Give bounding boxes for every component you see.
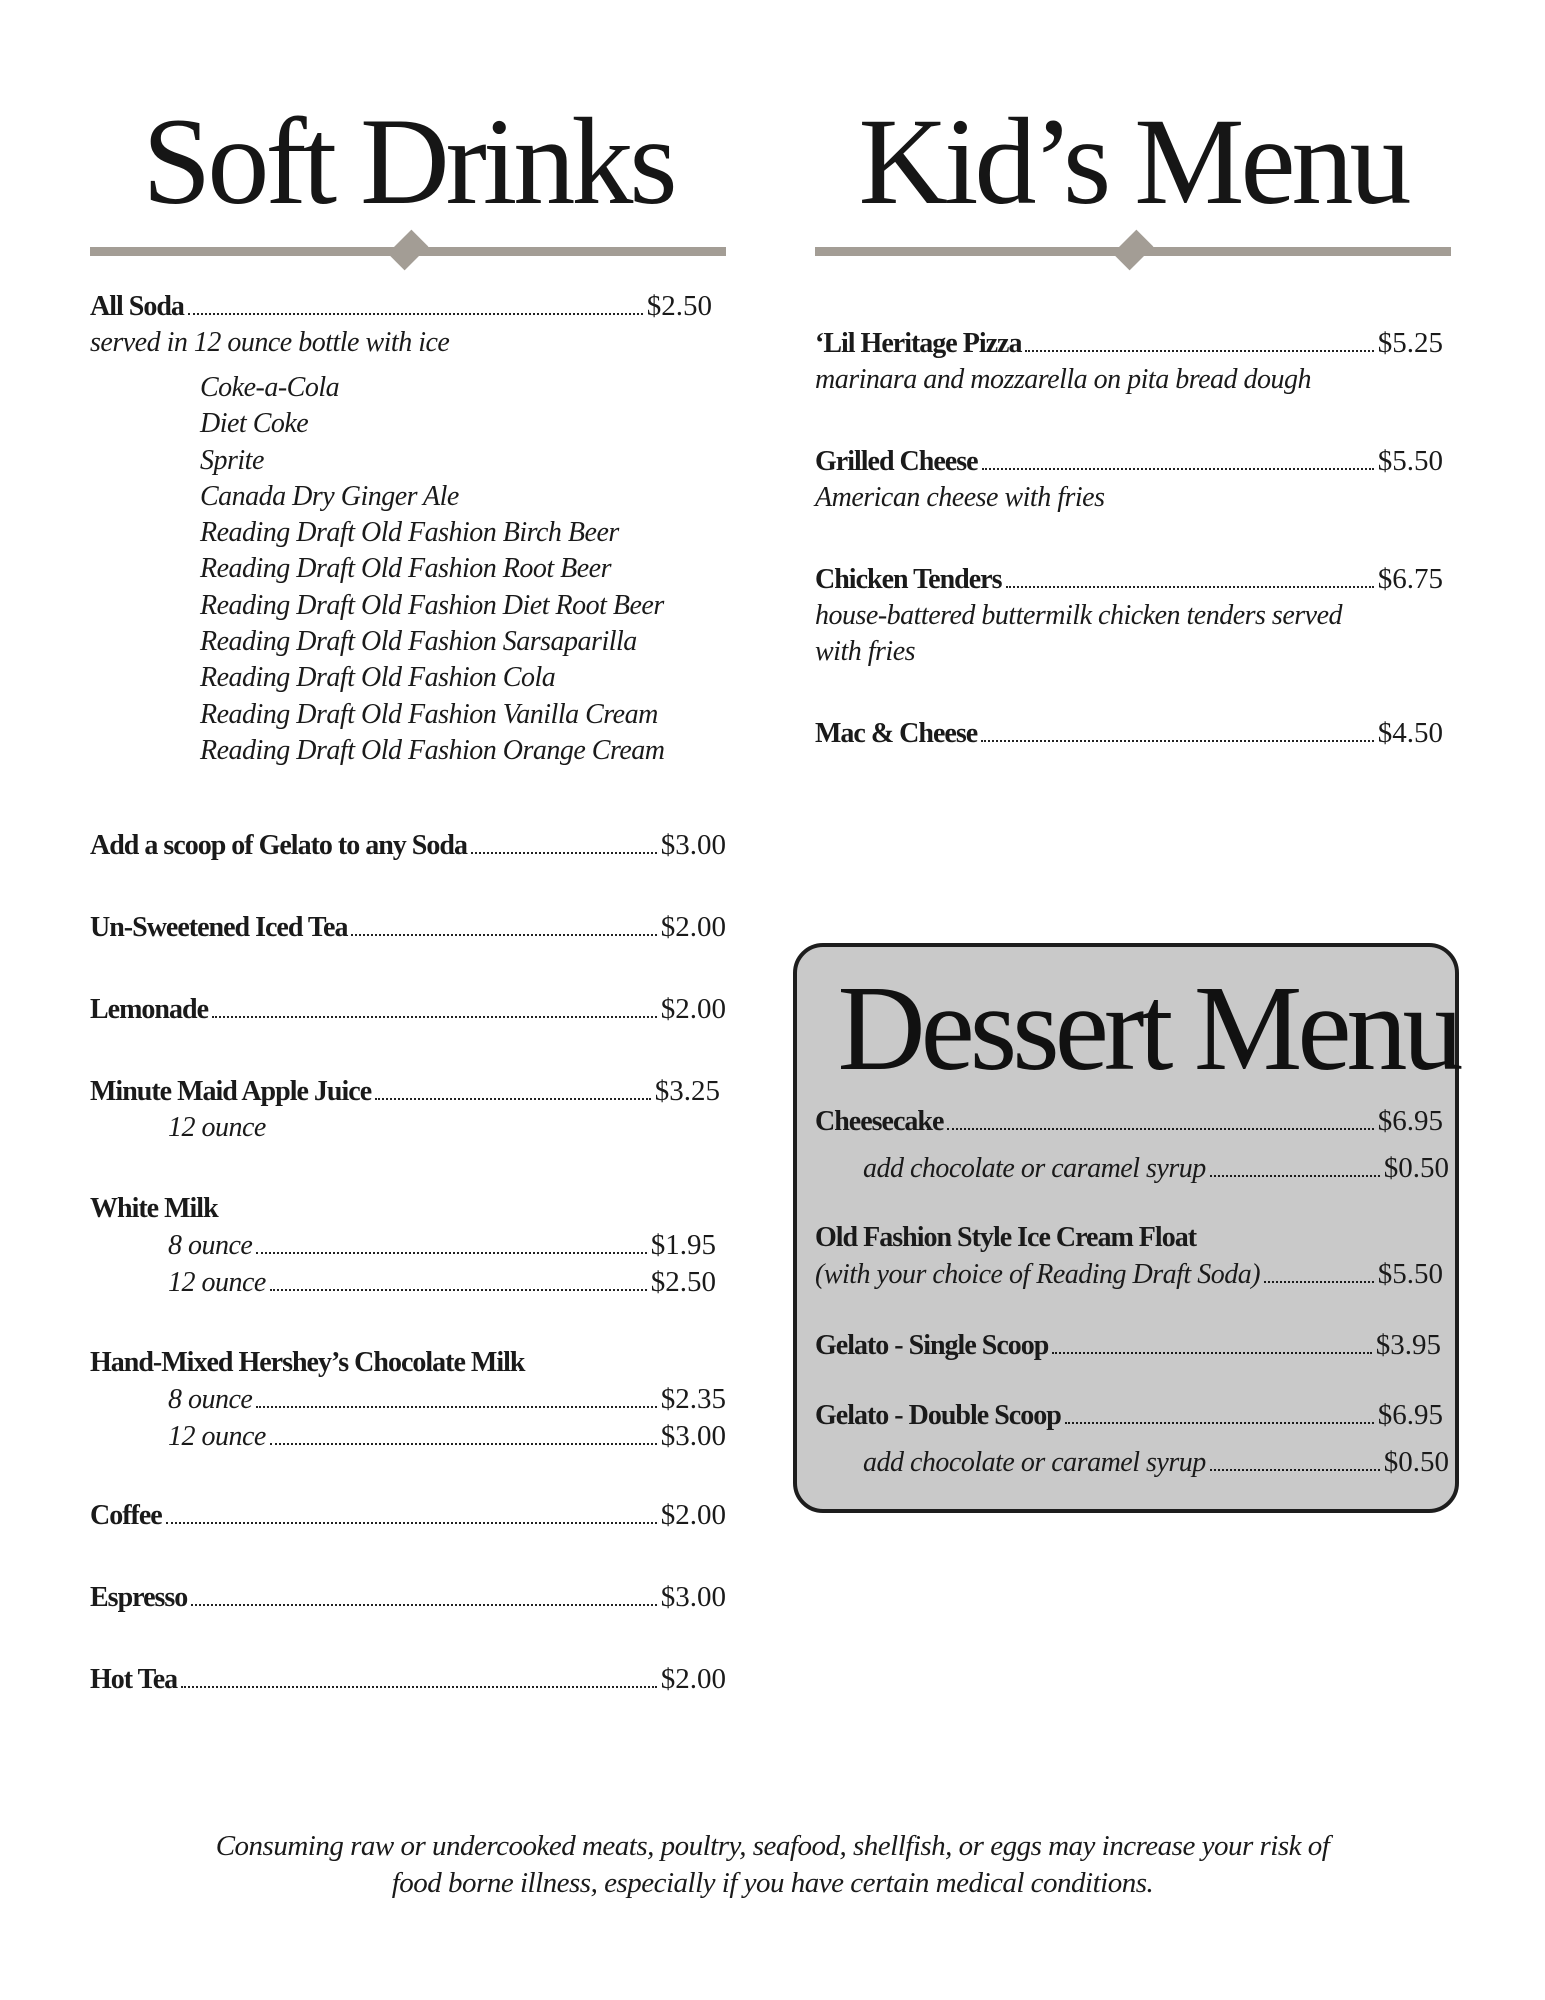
list-item: Canada Dry Ginger Ale bbox=[200, 480, 459, 512]
item-price: $6.95 bbox=[1377, 1399, 1443, 1431]
item-name: Add a scoop of Gelato to any Soda bbox=[90, 830, 467, 861]
item-description: served in 12 ounce bottle with ice bbox=[90, 327, 450, 358]
item-price: $5.50 bbox=[1377, 1258, 1443, 1290]
menu-item-gelato-add bbox=[90, 827, 726, 864]
list-item: Reading Draft Old Fashion Birch Beer bbox=[200, 517, 619, 549]
item-description: 12 ounce bbox=[168, 1112, 266, 1143]
menu-item-white-milk bbox=[90, 1191, 716, 1301]
menu-item-all-soda bbox=[90, 288, 712, 361]
item-price: $3.95 bbox=[1375, 1329, 1441, 1361]
size-label: 8 ounce bbox=[168, 1230, 253, 1261]
item-name: Un-Sweetened Iced Tea bbox=[90, 912, 348, 943]
list-item: Reading Draft Old Fashion Root Beer bbox=[200, 553, 612, 585]
item-price: $3.00 bbox=[660, 1581, 726, 1613]
item-name: White Milk bbox=[90, 1193, 218, 1224]
kids-menu-title: Kid’s Menu bbox=[858, 93, 1408, 230]
health-disclaimer bbox=[0, 1828, 1545, 1902]
disclaimer-line-1: Consuming raw or undercooked meats, poultry, seafood, shellfish, or eggs may increase your risk of bbox=[215, 1830, 1330, 1862]
item-name: Mac & Cheese bbox=[815, 718, 978, 749]
item-name: Old Fashion Style Ice Cream Float bbox=[815, 1222, 1197, 1253]
item-price: $2.00 bbox=[660, 1499, 726, 1531]
item-price: $0.50 bbox=[1383, 1152, 1449, 1184]
item-name: All Soda bbox=[90, 291, 184, 322]
item-price: $2.00 bbox=[660, 1663, 726, 1695]
item-price: $4.50 bbox=[1377, 717, 1443, 749]
item-price: $0.50 bbox=[1383, 1446, 1449, 1478]
item-price: $6.95 bbox=[1377, 1105, 1443, 1137]
menu-item-cheesecake-addon bbox=[863, 1150, 1449, 1187]
list-item: Reading Draft Old Fashion Diet Root Beer bbox=[200, 589, 664, 621]
item-name: Coffee bbox=[90, 1500, 162, 1531]
item-name: Cheesecake bbox=[815, 1106, 944, 1137]
item-price: $1.95 bbox=[650, 1229, 716, 1261]
size-label: 12 ounce bbox=[168, 1267, 266, 1298]
disclaimer-line-2: food borne illness, especially if you have certain medical conditions. bbox=[391, 1867, 1154, 1899]
item-price: $5.50 bbox=[1377, 445, 1443, 477]
item-description: American cheese with fries bbox=[815, 482, 1105, 513]
kids-menu-divider bbox=[815, 244, 1451, 256]
list-item: Sprite bbox=[200, 444, 264, 476]
menu-item-iced-tea bbox=[90, 909, 726, 946]
item-price: $2.50 bbox=[650, 1266, 716, 1298]
menu-item-gelato-addon bbox=[863, 1444, 1449, 1481]
size-label: 8 ounce bbox=[168, 1384, 253, 1415]
item-description: (with your choice of Reading Draft Soda) bbox=[815, 1259, 1261, 1290]
item-name: Hot Tea bbox=[90, 1664, 178, 1695]
item-name: Minute Maid Apple Juice bbox=[90, 1076, 372, 1107]
list-item: Diet Coke bbox=[200, 408, 309, 440]
menu-item-pizza bbox=[815, 325, 1443, 398]
soda-flavor-list bbox=[200, 370, 665, 769]
menu-item-hot-tea bbox=[90, 1661, 726, 1698]
item-price: $2.35 bbox=[660, 1383, 726, 1415]
list-item: Coke-a-Cola bbox=[200, 372, 340, 403]
item-price: $3.25 bbox=[654, 1075, 720, 1107]
item-name: Gelato - Single Scoop bbox=[815, 1330, 1049, 1361]
menu-item-gelato-double bbox=[815, 1397, 1443, 1434]
addon-label: add chocolate or caramel syrup bbox=[863, 1447, 1206, 1478]
item-price: $2.00 bbox=[660, 911, 726, 943]
addon-label: add chocolate or caramel syrup bbox=[863, 1153, 1206, 1184]
size-label: 12 ounce bbox=[168, 1421, 266, 1452]
menu-item-lemonade bbox=[90, 991, 726, 1028]
menu-item-apple-juice bbox=[90, 1073, 720, 1146]
item-description: house-battered buttermilk chicken tenders served bbox=[815, 600, 1343, 631]
item-price: $6.75 bbox=[1377, 563, 1443, 595]
item-name: Lemonade bbox=[90, 994, 208, 1025]
menu-item-chocolate-milk bbox=[90, 1345, 726, 1455]
menu-item-float bbox=[815, 1220, 1443, 1293]
list-item: Reading Draft Old Fashion Sarsaparilla bbox=[200, 626, 637, 658]
item-description: marinara and mozzarella on pita bread dough bbox=[815, 364, 1311, 395]
dessert-menu-title: Dessert Menu bbox=[837, 961, 1459, 1096]
item-price: $5.25 bbox=[1377, 327, 1443, 359]
item-price: $2.50 bbox=[646, 290, 712, 322]
menu-item-espresso bbox=[90, 1579, 726, 1616]
item-price: $2.00 bbox=[660, 993, 726, 1025]
list-item: Reading Draft Old Fashion Cola bbox=[200, 662, 556, 694]
menu-item-chicken-tenders bbox=[815, 561, 1443, 670]
list-item: Reading Draft Old Fashion Orange Cream bbox=[200, 734, 665, 766]
menu-item-cheesecake bbox=[815, 1103, 1443, 1140]
item-name: ‘Lil Heritage Pizza bbox=[815, 328, 1022, 359]
item-name: Espresso bbox=[90, 1582, 188, 1613]
menu-item-coffee bbox=[90, 1497, 726, 1534]
item-name: Grilled Cheese bbox=[815, 446, 978, 477]
item-description: with fries bbox=[815, 636, 916, 667]
item-name: Chicken Tenders bbox=[815, 564, 1002, 595]
menu-item-gelato-single bbox=[815, 1327, 1441, 1364]
item-name: Hand-Mixed Hershey’s Chocolate Milk bbox=[90, 1347, 525, 1378]
item-price: $3.00 bbox=[660, 1420, 726, 1452]
menu-item-mac-cheese bbox=[815, 715, 1443, 752]
item-price: $3.00 bbox=[660, 829, 726, 861]
item-name: Gelato - Double Scoop bbox=[815, 1400, 1061, 1431]
list-item: Reading Draft Old Fashion Vanilla Cream bbox=[200, 698, 658, 730]
soft-drinks-divider bbox=[90, 244, 726, 256]
menu-item-grilled-cheese bbox=[815, 443, 1443, 516]
soft-drinks-title: Soft Drinks bbox=[142, 93, 674, 230]
